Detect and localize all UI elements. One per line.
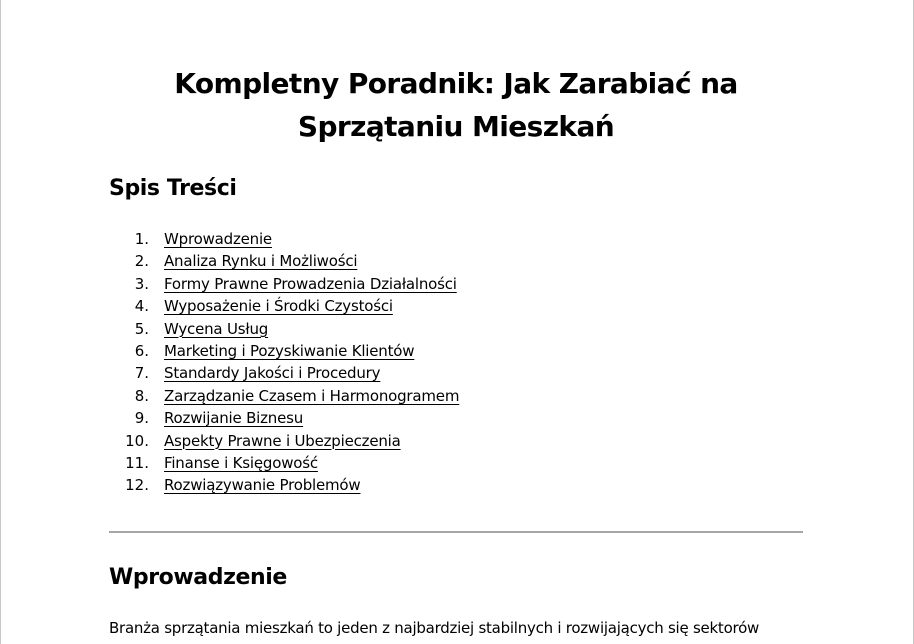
toc-item bbox=[109, 474, 803, 496]
toc-item-number: 6. bbox=[134, 341, 149, 360]
toc-item bbox=[109, 430, 803, 452]
section-heading-wprowadzenie: Wprowadzenie bbox=[109, 565, 287, 590]
toc-heading: Spis Treści bbox=[109, 176, 237, 201]
toc-item bbox=[109, 362, 803, 384]
toc-link-rozwiazywanie-problemow[interactable]: Rozwiązywanie Problemów bbox=[164, 476, 361, 495]
toc-item-number: 9. bbox=[134, 409, 149, 428]
toc-link-wycena-uslug[interactable]: Wycena Usług bbox=[164, 319, 269, 338]
toc-item-number: 7. bbox=[134, 364, 149, 383]
page-title bbox=[109, 62, 803, 148]
toc-link-standardy-jakosci[interactable]: Standardy Jakości i Procedury bbox=[164, 364, 381, 383]
toc-link-wprowadzenie[interactable]: Wprowadzenie bbox=[164, 230, 272, 248]
toc-link-wyposazenie[interactable]: Wyposażenie i Środki Czystości bbox=[164, 297, 393, 316]
toc-item bbox=[109, 318, 803, 340]
toc-link-formy-prawne[interactable]: Formy Prawne Prowadzenia Działalności bbox=[164, 274, 457, 293]
toc-link-analiza-rynku[interactable]: Analiza Rynku i Możliwości bbox=[164, 252, 358, 271]
toc-item bbox=[109, 407, 803, 429]
toc-item-number: 4. bbox=[134, 297, 149, 316]
page-edge-left bbox=[0, 0, 1, 644]
toc-item bbox=[109, 228, 803, 250]
page-title-line-2: Sprzątaniu Mieszkań bbox=[297, 110, 615, 143]
page-title-line-1: Kompletny Poradnik: Jak Zarabiać na bbox=[174, 67, 738, 100]
toc-item bbox=[109, 250, 803, 272]
toc-item bbox=[109, 385, 803, 407]
table-of-contents bbox=[109, 228, 803, 497]
toc-link-marketing[interactable]: Marketing i Pozyskiwanie Klientów bbox=[164, 341, 415, 360]
intro-paragraph: Branża sprzątania mieszkań to jeden z najbardziej stabilnych i rozwijających się sektorów bbox=[109, 619, 760, 637]
toc-item bbox=[109, 340, 803, 362]
toc-item-number: 5. bbox=[134, 319, 149, 338]
toc-item bbox=[109, 295, 803, 317]
toc-item-number: 10. bbox=[125, 431, 149, 450]
toc-item-number: 8. bbox=[134, 386, 149, 405]
toc-item bbox=[109, 273, 803, 295]
toc-link-aspekty-prawne[interactable]: Aspekty Prawne i Ubezpieczenia bbox=[164, 431, 401, 450]
toc-link-rozwijanie-biznesu[interactable]: Rozwijanie Biznesu bbox=[164, 409, 304, 428]
toc-link-zarzadzanie-czasem[interactable]: Zarządzanie Czasem i Harmonogramem bbox=[164, 386, 460, 405]
section-divider bbox=[109, 531, 803, 533]
toc-item-number: 1. bbox=[134, 230, 149, 248]
toc-item-number: 3. bbox=[134, 274, 149, 293]
toc-item bbox=[109, 452, 803, 474]
toc-link-finanse[interactable]: Finanse i Księgowość bbox=[164, 453, 318, 472]
toc-item-number: 2. bbox=[134, 252, 149, 271]
toc-item-number: 11. bbox=[125, 453, 149, 472]
toc-item-number: 12. bbox=[125, 476, 149, 495]
